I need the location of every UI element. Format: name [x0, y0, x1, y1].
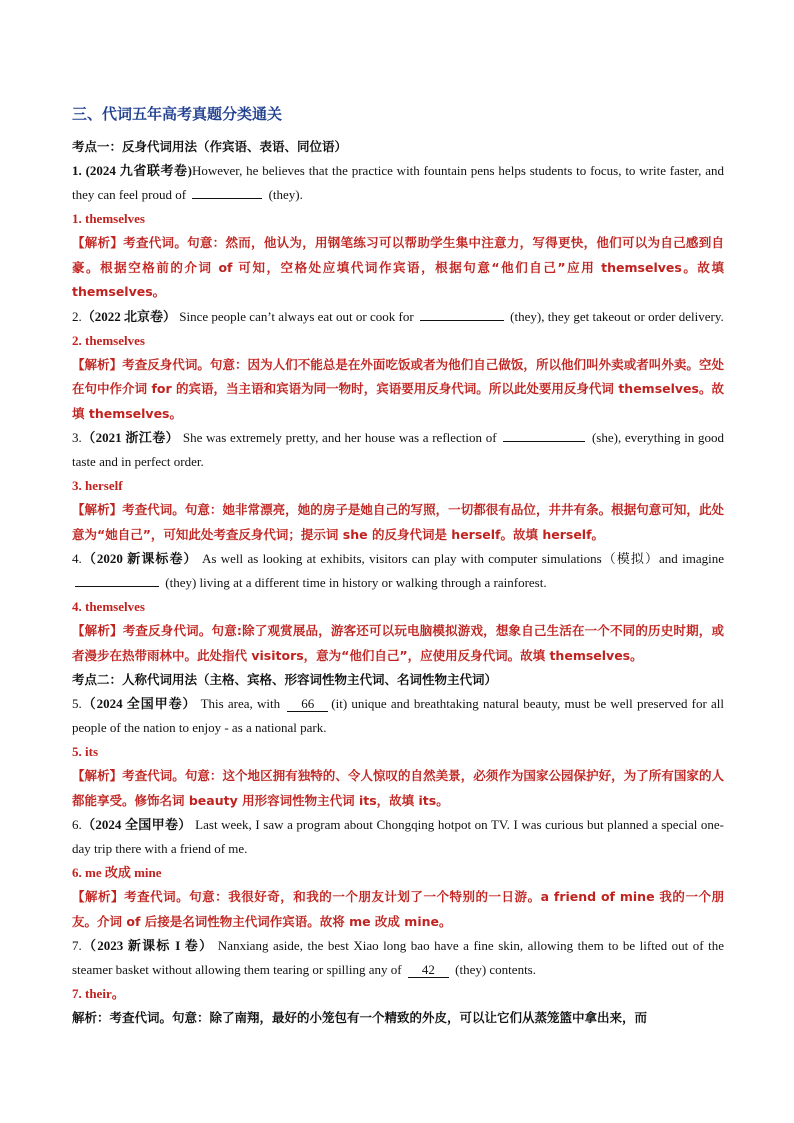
question-source: （2020 新课标卷）	[81, 551, 198, 566]
question-number: 2.	[72, 308, 82, 324]
question-source: （2024 全国甲卷）	[81, 817, 192, 832]
question-text-tail: (they) contents.	[455, 962, 536, 977]
question-5	[72, 692, 724, 740]
question-4	[72, 547, 724, 595]
question-source: （2024 全国甲卷）	[81, 696, 197, 711]
question-number: 6.	[72, 817, 82, 832]
question-text-tail: (they), they get takeout or order delivery.	[510, 308, 724, 324]
answer-2: 2. themselves	[72, 332, 145, 348]
question-source: （2022 北京卷）	[81, 308, 177, 324]
explanation-1: 【解析】考查代词。句意：然而，他认为，用钢笔练习可以帮助学生集中注意力，写得更快，他们可以为自己感到自豪。根据空格前的介词 of 可知，空格处应填代词作宾语，根据句意“他们自己”应用 themselves。故填 themselves。	[72, 235, 724, 299]
question-text-tail: (she), everything in good taste and in perfect order.	[72, 430, 725, 469]
explanation-4: 【解析】考查反身代词。句意:除了观赏展品，游客还可以玩电脑模拟游戏，想象自己生活在一个不同的历史时期，或者漫步在热带雨林中。此处指代 visitors，意为“他们自己”，应使用反身代词。故填 themselves。	[72, 623, 724, 663]
question-source: （2021 浙江卷）	[81, 430, 180, 445]
explanation-6: 【解析】考查代词。句意：我很好奇，和我的一个朋友计划了一个特别的一日游。a friend of mine 我的一个朋友。介词 of 后接是名词性物主代词作宾语。故将 me 改成 mine。	[72, 889, 724, 929]
question-text: As well as looking at exhibits, visitors can play with computer simulations（模拟）and imagine	[201, 551, 725, 566]
question-text-tail: (they).	[268, 187, 303, 202]
question-number: 3.	[72, 430, 82, 445]
question-2	[72, 305, 724, 329]
explanation-2: 【解析】考查反身代词。句意：因为人们不能总是在外面吃饭或者为他们自己做饭，所以他们叫外卖或者叫外卖。空处在句中作介词 for 的宾语，当主语和宾语为同一物时，宾语要用反身代词。所以此处要用反身代词 themselves。故填 themselves。	[72, 356, 724, 421]
section-title: 三、代词五年高考真题分类通关	[72, 105, 283, 123]
topic-heading-1: 考点一：反身代词用法（作宾语、表语、同位语）	[72, 139, 348, 154]
explanation-7: 解析：考查代词。句意：除了南翔，最好的小笼包有一个精致的外皮，可以让它们从蒸笼篮中拿出来，而	[72, 1010, 648, 1025]
answer-4: 4. themselves	[72, 599, 145, 614]
answer-6: 6. me 改成 mine	[72, 865, 162, 880]
question-text: Since people can’t always eat out or cook for	[179, 308, 414, 324]
numbered-blank: 66	[287, 697, 328, 712]
question-7	[72, 934, 724, 982]
document-page	[72, 103, 724, 1031]
question-text: She was extremely pretty, and her house was a reflection of	[182, 430, 497, 445]
question-source: （2023 新课标 I 卷）	[81, 938, 214, 953]
answer-5: 5. its	[72, 744, 98, 759]
question-number: 7.	[72, 938, 82, 953]
question-text: However, he believes that the practice with fountain pens helps students to focus, to write faster, and they can feel proud of	[72, 163, 724, 202]
answer-3: 3. herself	[72, 478, 123, 493]
question-number: 4.	[72, 551, 82, 566]
answer-7: 7. their。	[72, 986, 125, 1001]
topic-heading-2: 考点二：人称代词用法（主格、宾格、形容词性物主代词、名词性物主代词）	[72, 672, 498, 687]
answer-blank	[420, 306, 504, 321]
question-text-tail: (they) living at a different time in history or walking through a rainforest.	[165, 575, 547, 590]
question-3	[72, 426, 724, 474]
explanation-5: 【解析】考查代词。句意：这个地区拥有独特的、令人惊叹的自然美景，必须作为国家公园保护好，为了所有国家的人都能享受。修饰名词 beauty 用形容词性物主代词 its，故填 its。	[72, 768, 724, 808]
question-1	[72, 159, 724, 207]
answer-blank	[75, 572, 159, 587]
question-text: This area, with	[200, 696, 281, 711]
answer-blank	[192, 184, 262, 199]
numbered-blank: 42	[408, 963, 449, 978]
question-number: 5.	[72, 696, 82, 711]
question-6	[72, 813, 724, 861]
answer-blank	[503, 427, 585, 442]
question-text: Nanxiang aside, the best Xiao long bao have a fine skin, allowing them to be lifted out of the steamer basket without allowing them tearing or spilling any of	[72, 938, 725, 977]
question-number: 1.	[72, 163, 82, 178]
question-text-tail: (it) unique and breathtaking natural beauty, must be well preserved for all people of the nation to enjoy - as a national park.	[72, 696, 724, 735]
explanation-3: 【解析】考查代词。句意：她非常漂亮，她的房子是她自己的写照，一切都很有品位，井井有条。根据句意可知，此处意为“她自己”，可知此处考查反身代词；提示词 she 的反身代词是 herself。故填 herself。	[72, 502, 724, 542]
answer-1: 1. themselves	[72, 211, 145, 226]
question-source: (2024 九省联考卷)	[85, 163, 192, 178]
question-text: Last week, I saw a program about Chongqing hotpot on TV. I was curious but planned a special one-day trip there with a friend of me.	[72, 817, 724, 856]
